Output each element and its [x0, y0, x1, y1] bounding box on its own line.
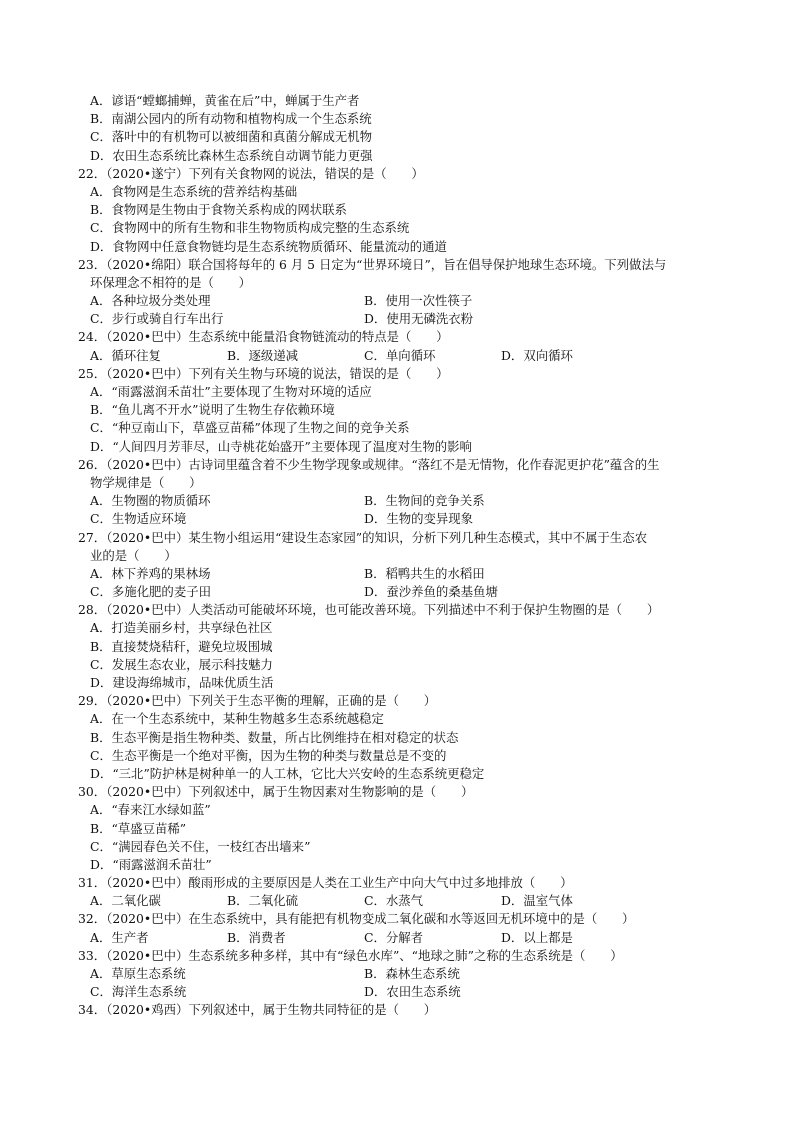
question-stem: 23．（2020•绵阳）联合国将每年的 6 月 5 日定为“世界环境日”，旨在倡导保护地球生态环境。下列做法与 [78, 256, 667, 272]
option-line: B．食物网是生物由于食物关系构成的网状联系 [90, 202, 347, 218]
question-stem: 25．（2020•巴中）下列有关生物与环境的说法，错误的是（ ） [78, 365, 449, 381]
question-block [78, 783, 730, 874]
option: A．林下养鸡的果林场 [90, 565, 211, 581]
question-stem: 28．（2020•巴中）人类活动可能破坏环境，也可能改善环境。下列描述中不利于保护生物圈的是（ ） [78, 602, 660, 618]
option-line: C．落叶中的有机物可以被细菌和真菌分解成无机物 [90, 129, 373, 145]
option-line: D．食物网中任意食物链均是生态系统物质循环、能量流动的通道 [90, 238, 447, 254]
option-line: B．南湖公园内的所有动物和植物构成一个生态系统 [90, 111, 372, 127]
option-line: B．生态平衡是指生物种类、数量，所占比例维持在相对稳定的状态 [90, 729, 459, 745]
option: D．温室气体 [501, 893, 573, 909]
question-stem: 27．（2020•巴中）某生物小组运用“建设生态家园”的知识，分析下列几种生态模式，其中不属于生态农 [78, 529, 648, 545]
option-row [90, 892, 730, 910]
option-line: D．“人间四月芳菲尽，山寺桃花始盛开”主要体现了温度对生物的影响 [90, 438, 472, 454]
option: C．步行或骑自行车出行 [90, 311, 224, 327]
option-line: C．发展生态农业，展示科技魅力 [90, 656, 273, 672]
option-line: A．谚语“螳螂捕蝉，黄雀在后”中，蝉属于生产者 [90, 93, 360, 108]
option: C．单向循环 [364, 347, 436, 363]
question-block [78, 601, 730, 692]
option-row [90, 347, 730, 365]
question-stem-continuation: 物学规律是（ ） [90, 474, 202, 490]
option: B．逐级递减 [227, 347, 299, 363]
question-block [78, 874, 730, 910]
option-row [90, 583, 730, 601]
option: C．生物适应环境 [90, 511, 187, 527]
question-block [78, 1001, 730, 1019]
option-line: A．食物网是生态系统的营养结构基础 [90, 183, 298, 199]
option: A．生物圈的物质循环 [90, 493, 211, 509]
question-stem: 22．（2020•遂宁）下列有关食物网的说法，错误的是（ ） [78, 165, 424, 181]
option: B．生物间的竞争关系 [364, 493, 485, 509]
question-stem: 24．（2020•巴中）生态系统中能量沿食物链流动的特点是（ ） [78, 329, 449, 345]
option-row [90, 965, 730, 983]
option: A．二氧化碳 [90, 893, 161, 909]
question-block [78, 365, 730, 456]
option-line: A．打造美丽乡村，共享绿色社区 [90, 620, 273, 636]
option-line: D．农田生态系统比森林生态系统自动调节能力更强 [90, 147, 373, 163]
option: A．草原生态系统 [90, 966, 186, 981]
document-body [78, 92, 730, 1020]
option: A．各种垃圾分类处理 [90, 293, 211, 309]
question-stem: 31．（2020•巴中）酸雨形成的主要原因是人类在工业生产中向大气中过多地排放（ ） [78, 875, 573, 891]
option: D．以上都是 [501, 929, 573, 945]
question-stem-continuation: 业的是（ ） [90, 547, 177, 563]
option-row [90, 492, 730, 510]
option-line: B．“草盛豆苗稀” [90, 820, 187, 836]
option: B．二氧化硫 [227, 893, 299, 909]
question-block [78, 692, 730, 783]
option: B．森林生态系统 [364, 966, 460, 981]
option-row [90, 310, 730, 328]
question-stem: 34．（2020•鸡西）下列叙述中，属于生物共同特征的是（ ） [78, 1002, 437, 1018]
question-block [78, 910, 730, 946]
option-line: B．直接焚烧秸秆，避免垃圾围城 [90, 638, 273, 654]
question-stem-continuation: 环保理念不相符的是（ ） [90, 274, 252, 290]
option: C．海洋生态系统 [90, 984, 187, 1000]
question-stem: 30．（2020•巴中）下列叙述中，属于生物因素对生物影响的是（ ） [78, 784, 474, 800]
option-line: C．食物网中的所有生物和非生物物质构成完整的生态系统 [90, 220, 410, 236]
question-block [78, 529, 730, 602]
question-block [78, 256, 730, 329]
option: A．循环往复 [90, 347, 161, 363]
option-row [90, 510, 730, 528]
question-stem: 32．（2020•巴中）在生态系统中，具有能把有机物变成二氧化碳和水等返回无机环境中的是（ ） [78, 911, 635, 927]
option-row [90, 983, 730, 1001]
option-line: A．“雨露滋润禾苗壮”主要体现了生物对环境的适应 [90, 384, 372, 399]
option: D．生物的变异现象 [364, 511, 474, 527]
option-line: A．在一个生态系统中，某种生物越多生态系统越稳定 [90, 711, 384, 727]
option-line: C．生态平衡是一个绝对平衡，因为生物的种类与数量总是不变的 [90, 747, 447, 763]
option: A．生产者 [90, 929, 149, 945]
option: D．农田生态系统 [364, 984, 461, 1000]
option-line: D．“三北”防护林是树种单一的人工林，它比大兴安岭的生态系统更稳定 [90, 765, 485, 781]
option: C．多施化肥的麦子田 [90, 584, 211, 600]
option: D．双向循环 [501, 347, 573, 363]
option: B．使用一次性筷子 [364, 293, 473, 309]
option: D．使用无磷洗衣粉 [364, 311, 474, 327]
question-block [78, 328, 730, 364]
option-line: C．“种豆南山下，草盛豆苗稀”体现了生物之间的竞争关系 [90, 420, 410, 436]
option: B．消费者 [227, 929, 286, 945]
option-row [90, 929, 730, 947]
option-line: B．“鱼儿离不开水”说明了生物生存依赖环境 [90, 402, 335, 418]
option-line: C．“满园春色关不住，一枝红杏出墙来” [90, 838, 311, 854]
option: B．稻鸭共生的水稻田 [364, 565, 485, 581]
option: C．分解者 [364, 929, 424, 945]
option: D．蚕沙养鱼的桑基鱼塘 [364, 584, 498, 600]
question-stem: 29．（2020•巴中）下列关于生态平衡的理解，正确的是（ ） [78, 693, 437, 709]
question-block [78, 456, 730, 529]
question-block [78, 947, 730, 1002]
option-row [90, 292, 730, 310]
option-line: D．“雨露滋润禾苗壮” [90, 856, 212, 872]
option-line: D．建设海绵城市，品味优质生活 [90, 675, 274, 690]
question-stem: 33．（2020•巴中）生态系统多种多样，其中有“绿色水库”、“地球之肺”之称的生态系统是（ ） [78, 947, 623, 963]
question-block [78, 165, 730, 256]
option: C．水蒸气 [364, 893, 424, 909]
option-line: A．“春来江水绿如蓝” [90, 802, 211, 818]
option-row [90, 565, 730, 583]
question-stem: 26．（2020•巴中）古诗词里蕴含着不少生物学现象或规律。“落红不是无情物，化作春泥更护花”蕴含的生 [78, 456, 660, 472]
